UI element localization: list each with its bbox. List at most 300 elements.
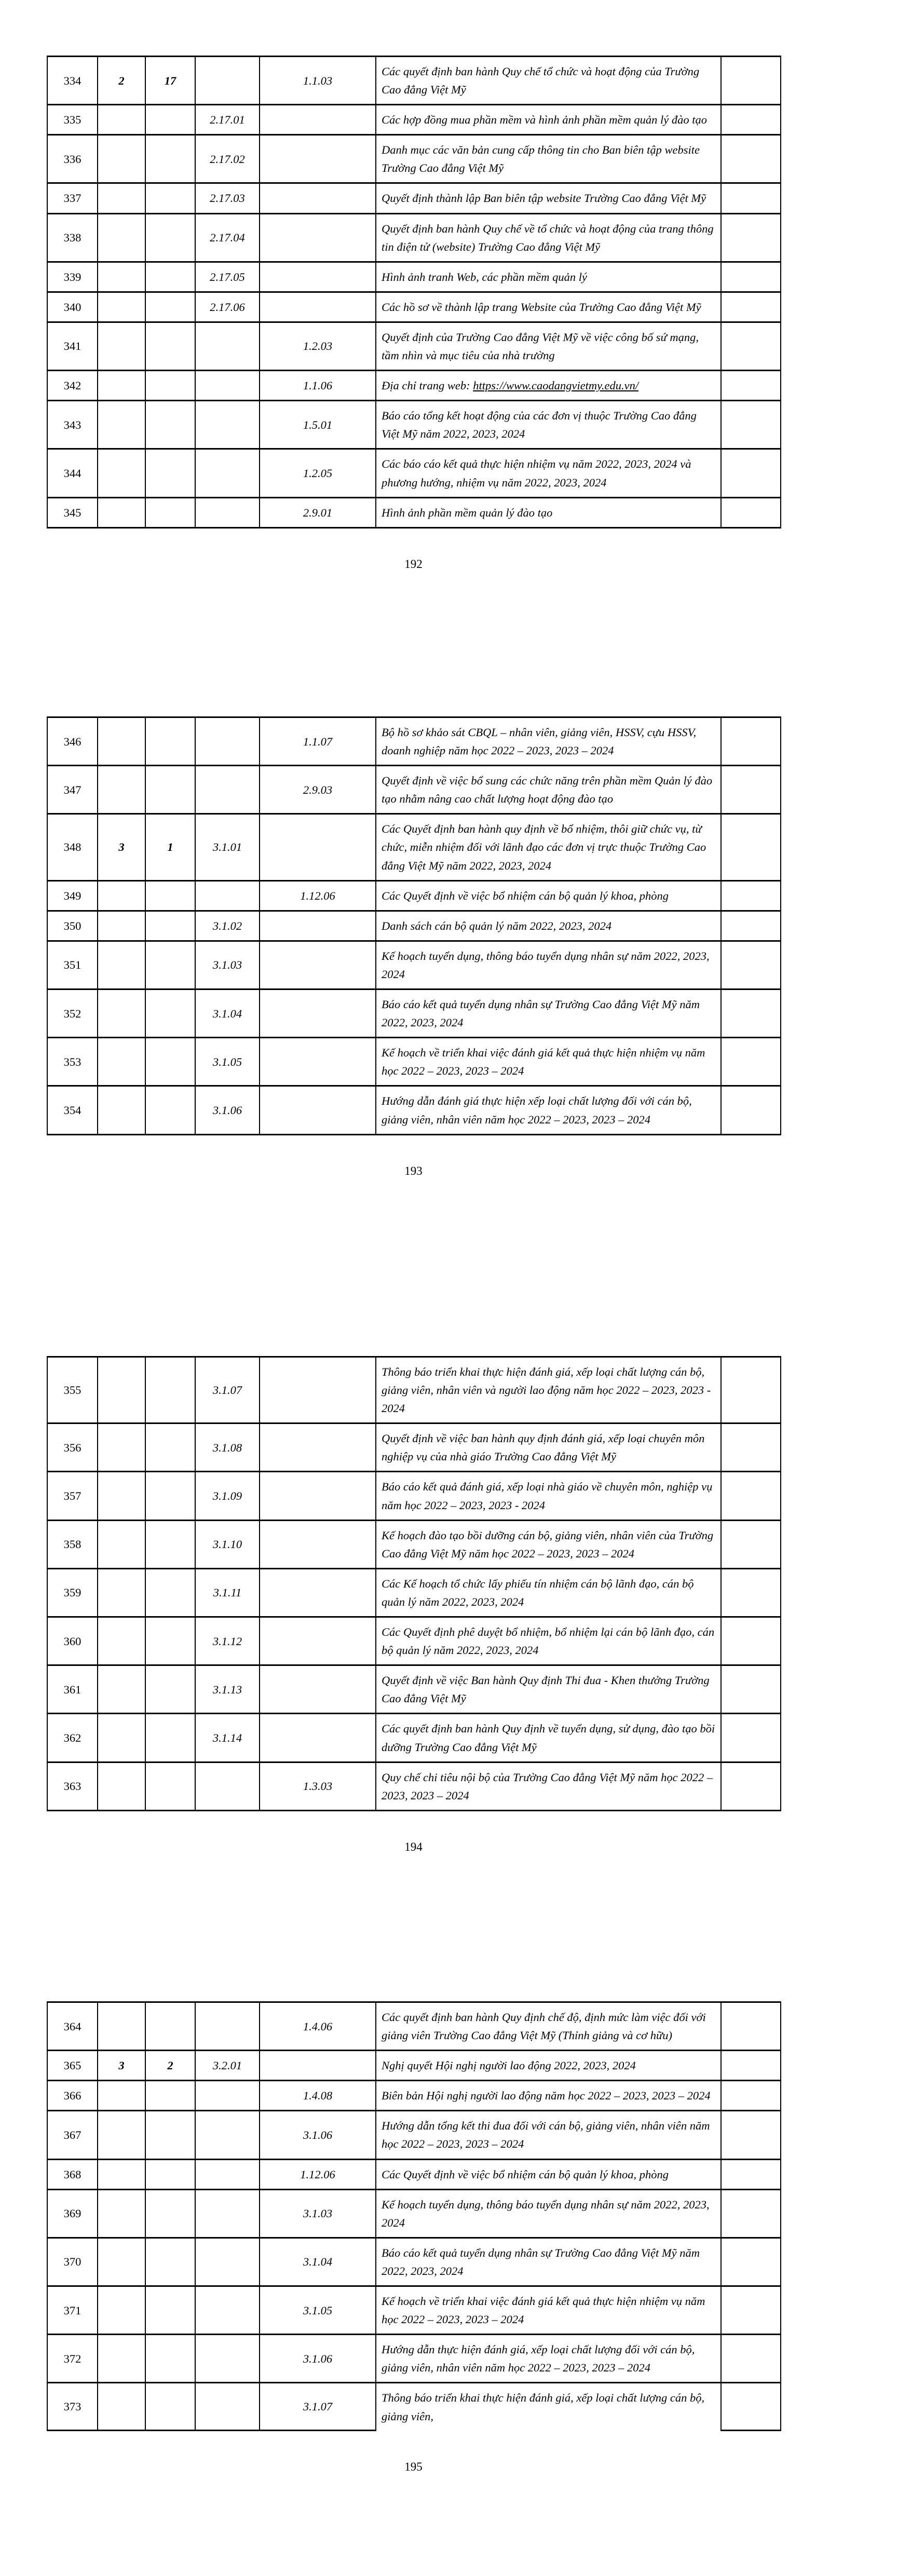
level1-index-cell — [98, 2383, 145, 2431]
description-text: Các quyết định ban hành Quy định về tuyển dụng, sử dụng, đào tạo bồi dưỡng Trường Cao đẳng Việt Mỹ — [382, 1722, 715, 1754]
item-code-cell: 1.2.03 — [260, 322, 376, 370]
row-number-cell: 348 — [47, 814, 98, 880]
table-row — [47, 57, 781, 105]
check-cell — [721, 1714, 781, 1762]
level2-index-cell — [145, 2002, 195, 2051]
description-cell — [376, 717, 721, 766]
row-number-cell: 341 — [47, 322, 98, 370]
description-cell — [376, 1617, 721, 1665]
level1-index-cell — [98, 213, 145, 262]
group-code-cell — [195, 717, 260, 766]
description-text: Biên bản Hội nghị người lao động năm học 2022 – 2023, 2023 – 2024 — [382, 2089, 711, 2103]
check-cell — [721, 1762, 781, 1810]
row-number-cell: 367 — [47, 2111, 98, 2159]
description-text: Quyết định ban hành Quy chế về tổ chức và hoạt động của trang thông tin điện tử (website) Trường Cao đẳng Việt Mỹ — [382, 222, 714, 253]
row-number-cell: 364 — [47, 2002, 98, 2051]
check-cell — [721, 401, 781, 449]
description-text: Bộ hồ sơ khảo sát CBQL – nhân viên, giảng viên, HSSV, cựu HSSV, doanh nghiệp năm học 2022 – 2023, 2023 – 2024 — [382, 726, 697, 757]
description-cell — [376, 2286, 721, 2335]
description-text: Các báo cáo kết quả thực hiện nhiệm vụ năm 2022, 2023, 2024 và phương hướng, nhiệm vụ năm 2022, 2023, 2024 — [382, 457, 691, 489]
description-cell — [376, 135, 721, 183]
item-code-cell — [260, 1357, 376, 1423]
table-row — [47, 1423, 781, 1472]
level2-index-cell — [145, 371, 195, 401]
level2-index-cell — [145, 2111, 195, 2159]
check-cell — [721, 2383, 781, 2431]
description-cell — [376, 105, 721, 135]
page-195 — [47, 2001, 781, 2474]
item-code-cell — [260, 1086, 376, 1134]
page-194 — [47, 1356, 781, 1854]
table-row — [47, 1714, 781, 1762]
level2-index-cell — [145, 989, 195, 1038]
level2-index-cell — [145, 401, 195, 449]
group-code-cell: 3.1.04 — [195, 989, 260, 1038]
description-text: Báo cáo kết quả tuyển dụng nhân sự Trường Cao đẳng Việt Mỹ năm 2022, 2023, 2024 — [382, 998, 700, 1029]
group-code-cell — [195, 2081, 260, 2111]
level2-index-cell — [145, 2286, 195, 2335]
group-code-cell: 2.17.05 — [195, 262, 260, 292]
level2-index-cell — [145, 105, 195, 135]
item-code-cell: 1.4.08 — [260, 2081, 376, 2111]
level1-index-cell — [98, 717, 145, 766]
check-cell — [721, 262, 781, 292]
level1-index-cell — [98, 1762, 145, 1810]
level2-index-cell — [145, 449, 195, 497]
check-cell — [721, 183, 781, 213]
item-code-cell: 1.3.03 — [260, 1762, 376, 1810]
description-text: Hướng dẫn đánh giá thực hiện xếp loại chất lượng đối với cán bộ, giảng viên, nhân viên năm học 2022 – 2023, 2023 – 2024 — [382, 1094, 692, 1126]
item-code-cell: 2.9.01 — [260, 497, 376, 527]
table-row — [47, 183, 781, 213]
level1-index-cell — [98, 497, 145, 527]
description-text: Quyết định về việc Ban hành Quy định Thi đua - Khen thưởng Trường Cao đẳng Việt Mỹ — [382, 1674, 710, 1705]
description-text: Thông báo triển khai thực hiện đánh giá, xếp loại chất lượng cán bộ, giảng viên, nhân viên và người lao động năm học 2022 – 2023, 2023 - 2024 — [382, 1365, 711, 1415]
group-code-cell — [195, 371, 260, 401]
level1-index-cell — [98, 262, 145, 292]
description-cell — [376, 1762, 721, 1810]
description-text: Quyết định của Trường Cao đẳng Việt Mỹ về việc công bố sứ mạng, tầm nhìn và mục tiêu của nhà trường — [382, 330, 699, 362]
level1-index-cell — [98, 1568, 145, 1617]
description-cell — [376, 371, 721, 401]
table-row — [47, 2002, 781, 2051]
check-cell — [721, 1357, 781, 1423]
group-code-cell — [195, 2159, 260, 2189]
group-code-cell: 3.1.06 — [195, 1086, 260, 1134]
level1-index-cell — [98, 2335, 145, 2383]
description-text: Danh mục các văn bản cung cấp thông tin cho Ban biên tập website Trường Cao đẳng Việt Mỹ — [382, 143, 700, 175]
description-cell — [376, 880, 721, 911]
description-cell — [376, 183, 721, 213]
table-row — [47, 262, 781, 292]
item-code-cell — [260, 1038, 376, 1086]
check-cell — [721, 2111, 781, 2159]
level2-index-cell — [145, 1665, 195, 1714]
check-cell — [721, 57, 781, 105]
description-cell — [376, 941, 721, 989]
description-text: Các hồ sơ về thành lập trang Website của Trường Cao đẳng Việt Mỹ — [382, 300, 701, 314]
description-text: Báo cáo kết quả tuyển dụng nhân sự Trường Cao đẳng Việt Mỹ năm 2022, 2023, 2024 — [382, 2246, 700, 2277]
level1-index-cell — [98, 941, 145, 989]
level2-index-cell — [145, 2081, 195, 2111]
level2-index-cell — [145, 911, 195, 941]
group-code-cell — [195, 322, 260, 370]
item-code-cell: 1.1.07 — [260, 717, 376, 766]
item-code-cell — [260, 1568, 376, 1617]
group-code-cell — [195, 2189, 260, 2238]
level1-index-cell: 3 — [98, 2051, 145, 2081]
group-code-cell: 2.17.04 — [195, 213, 260, 262]
level2-index-cell — [145, 717, 195, 766]
description-cell — [376, 292, 721, 322]
row-number-cell: 353 — [47, 1038, 98, 1086]
table-row — [47, 105, 781, 135]
table-row — [47, 2189, 781, 2238]
description-cell — [376, 1714, 721, 1762]
level2-index-cell — [145, 2189, 195, 2238]
level2-index-cell — [145, 1038, 195, 1086]
item-code-cell — [260, 262, 376, 292]
table-row — [47, 449, 781, 497]
table-row — [47, 2286, 781, 2335]
row-number-cell: 334 — [47, 57, 98, 105]
row-number-cell: 370 — [47, 2238, 98, 2286]
table-row — [47, 2051, 781, 2081]
level1-index-cell — [98, 1714, 145, 1762]
group-code-cell — [195, 2335, 260, 2383]
table-row — [47, 1568, 781, 1617]
check-cell — [721, 2081, 781, 2111]
table-row — [47, 371, 781, 401]
check-cell — [721, 766, 781, 814]
page-number: 193 — [404, 1164, 423, 1177]
group-code-cell: 3.2.01 — [195, 2051, 260, 2081]
table-row — [47, 497, 781, 527]
description-cell — [376, 1086, 721, 1134]
row-number-cell: 361 — [47, 1665, 98, 1714]
check-cell — [721, 941, 781, 989]
row-number-cell: 358 — [47, 1520, 98, 1568]
description-text: Quyết định về việc ban hành quy định đánh giá, xếp loại chuyên môn nghiệp vụ của nhà giáo Trường Cao đẳng Việt Mỹ — [382, 1432, 705, 1463]
group-code-cell: 3.1.02 — [195, 911, 260, 941]
description-text: Báo cáo tổng kết hoạt động của các đơn vị thuộc Trường Cao đẳng Việt Mỹ năm 2022, 2023, 2024 — [382, 409, 697, 441]
group-code-cell: 3.1.11 — [195, 1568, 260, 1617]
description-text: Các Quyết định về việc bổ nhiệm cán bộ quản lý khoa, phòng — [382, 2167, 669, 2181]
check-cell — [721, 989, 781, 1038]
table-row — [47, 1762, 781, 1810]
description-cell — [376, 814, 721, 880]
level1-index-cell — [98, 2111, 145, 2159]
description-cell — [376, 1357, 721, 1423]
description-text: Hình ảnh phần mềm quản lý đào tạo — [382, 506, 553, 519]
description-text: Danh sách cán bộ quản lý năm 2022, 2023, 2024 — [382, 919, 612, 932]
check-cell — [721, 1038, 781, 1086]
table-row — [47, 1086, 781, 1134]
item-code-cell: 1.12.06 — [260, 2159, 376, 2189]
description-cell — [376, 262, 721, 292]
row-number-cell: 350 — [47, 911, 98, 941]
item-code-cell: 3.1.07 — [260, 2383, 376, 2431]
description-text: Các Quyết định ban hành quy định về bổ nhiệm, thôi giữ chức vụ, từ chức, miễn nhiệm đối với lãnh đạo các đơn vị trực thuộc Trường Cao đẳng Việt Mỹ năm 2022, 2023, 2024 — [382, 822, 706, 872]
level1-index-cell — [98, 105, 145, 135]
level1-index-cell — [98, 1038, 145, 1086]
level1-index-cell — [98, 989, 145, 1038]
check-cell — [721, 911, 781, 941]
level1-index-cell — [98, 2159, 145, 2189]
description-cell — [376, 766, 721, 814]
description-text: Các hợp đồng mua phần mềm và hình ảnh phần mềm quản lý đào tạo — [382, 113, 707, 127]
group-code-cell — [195, 449, 260, 497]
check-cell — [721, 371, 781, 401]
item-code-cell — [260, 1714, 376, 1762]
description-text: Kế hoạch đào tạo bồi dưỡng cán bộ, giảng viên, nhân viên của Trường Cao đẳng Việt Mỹ năm học 2022 – 2023, 2023 – 2024 — [382, 1528, 714, 1560]
row-number-cell: 365 — [47, 2051, 98, 2081]
check-cell — [721, 105, 781, 135]
item-code-cell: 1.4.06 — [260, 2002, 376, 2051]
group-code-cell: 3.1.10 — [195, 1520, 260, 1568]
row-number-cell: 352 — [47, 989, 98, 1038]
item-code-cell — [260, 814, 376, 880]
page-number: 192 — [404, 557, 423, 571]
level1-index-cell — [98, 1617, 145, 1665]
records-table — [47, 716, 781, 1135]
table-row — [47, 989, 781, 1038]
description-text: Hình ảnh tranh Web, các phần mềm quản lý — [382, 270, 587, 283]
level2-index-cell — [145, 213, 195, 262]
item-code-cell — [260, 1472, 376, 1520]
description-cell — [376, 497, 721, 527]
page-number: 194 — [404, 1840, 423, 1853]
row-number-cell: 355 — [47, 1357, 98, 1423]
group-code-cell — [195, 766, 260, 814]
check-cell — [721, 1568, 781, 1617]
level2-index-cell — [145, 1357, 195, 1423]
row-number-cell: 356 — [47, 1423, 98, 1472]
description-text: Kế hoạch tuyển dụng, thông báo tuyển dụng nhân sự năm 2022, 2023, 2024 — [382, 949, 710, 981]
description-cell — [376, 2159, 721, 2189]
level1-index-cell — [98, 2238, 145, 2286]
item-code-cell — [260, 2051, 376, 2081]
item-code-cell — [260, 183, 376, 213]
group-code-cell — [195, 57, 260, 105]
table-row — [47, 766, 781, 814]
row-number-cell: 343 — [47, 401, 98, 449]
description-cell — [376, 2383, 721, 2431]
description-cell — [376, 1038, 721, 1086]
description-cell — [376, 449, 721, 497]
check-cell — [721, 497, 781, 527]
description-text: Hướng dẫn tổng kết thi đua đối với cán bộ, giảng viên, nhân viên năm học 2022 – 2023, 2023 – 2024 — [382, 2119, 710, 2151]
group-code-cell — [195, 2238, 260, 2286]
row-number-cell: 371 — [47, 2286, 98, 2335]
row-number-cell: 351 — [47, 941, 98, 989]
records-table — [47, 2001, 781, 2431]
page-192 — [47, 56, 781, 571]
group-code-cell — [195, 2111, 260, 2159]
level2-index-cell — [145, 1762, 195, 1810]
description-cell — [376, 2189, 721, 2238]
group-code-cell: 3.1.01 — [195, 814, 260, 880]
level1-index-cell — [98, 292, 145, 322]
check-cell — [721, 1665, 781, 1714]
check-cell — [721, 2238, 781, 2286]
table-row — [47, 2238, 781, 2286]
row-number-cell: 339 — [47, 262, 98, 292]
level1-index-cell — [98, 183, 145, 213]
group-code-cell: 3.1.09 — [195, 1472, 260, 1520]
level2-index-cell — [145, 292, 195, 322]
row-number-cell: 344 — [47, 449, 98, 497]
level1-index-cell — [98, 1472, 145, 1520]
description-cell — [376, 2051, 721, 2081]
table-row — [47, 322, 781, 370]
description-text: Các Quyết định về việc bổ nhiệm cán bộ quản lý khoa, phòng — [382, 889, 669, 902]
row-number-cell: 373 — [47, 2383, 98, 2431]
level1-index-cell: 3 — [98, 814, 145, 880]
item-code-cell: 1.5.01 — [260, 401, 376, 449]
check-cell — [721, 2159, 781, 2189]
group-code-cell: 3.1.05 — [195, 1038, 260, 1086]
row-number-cell: 349 — [47, 880, 98, 911]
row-number-cell: 357 — [47, 1472, 98, 1520]
level1-index-cell — [98, 766, 145, 814]
description-text: Các quyết định ban hành Quy chế tổ chức và hoạt động của Trường Cao đẳng Việt Mỹ — [382, 65, 700, 97]
description-text: Quy chế chi tiêu nội bộ của Trường Cao đẳng Việt Mỹ năm học 2022 – 2023, 2023 – 2024 — [382, 1770, 713, 1802]
page-number: 195 — [404, 2460, 423, 2474]
description-cell — [376, 2335, 721, 2383]
row-number-cell: 342 — [47, 371, 98, 401]
level1-index-cell — [98, 449, 145, 497]
check-cell — [721, 2051, 781, 2081]
description-text: Quyết định thành lập Ban biên tập website Trường Cao đẳng Việt Mỹ — [382, 192, 706, 205]
description-text: Thông báo triển khai thực hiện đánh giá, xếp loại chất lượng cán bộ, giảng viên, — [382, 2391, 705, 2423]
check-cell — [721, 135, 781, 183]
description-text: Các quyết định ban hành Quy định chế độ, định mức làm việc đối với giảng viên Trường Cao đẳng Việt Mỹ (Thỉnh giảng và cơ hữu) — [382, 2011, 706, 2042]
group-code-cell — [195, 2383, 260, 2431]
group-code-cell: 3.1.07 — [195, 1357, 260, 1423]
group-code-cell — [195, 2002, 260, 2051]
level2-index-cell — [145, 1086, 195, 1134]
description-cell — [376, 1520, 721, 1568]
description-text: Nghị quyết Hội nghị người lao động 2022, 2023, 2024 — [382, 2059, 636, 2072]
level2-index-cell — [145, 941, 195, 989]
level1-index-cell — [98, 401, 145, 449]
table-row — [47, 1038, 781, 1086]
website-link[interactable]: https://www.caodangvietmy.edu.vn/ — [473, 379, 639, 392]
table-row — [47, 2081, 781, 2111]
row-number-cell: 340 — [47, 292, 98, 322]
table-row — [47, 1357, 781, 1423]
page-193 — [47, 716, 781, 1178]
description-text: Các Quyết định phê duyệt bổ nhiệm, bổ nhiệm lại cán bộ lãnh đạo, cán bộ quản lý năm 2022, 2023, 2024 — [382, 1625, 715, 1657]
item-code-cell — [260, 213, 376, 262]
description-cell — [376, 2081, 721, 2111]
table-row — [47, 2111, 781, 2159]
group-code-cell — [195, 401, 260, 449]
description-cell — [376, 2111, 721, 2159]
row-number-cell: 359 — [47, 1568, 98, 1617]
table-row — [47, 2159, 781, 2189]
check-cell — [721, 814, 781, 880]
row-number-cell: 335 — [47, 105, 98, 135]
level2-index-cell — [145, 2238, 195, 2286]
row-number-cell: 345 — [47, 497, 98, 527]
table-row — [47, 401, 781, 449]
group-code-cell: 2.17.01 — [195, 105, 260, 135]
table-row — [47, 941, 781, 989]
item-code-cell — [260, 105, 376, 135]
check-cell — [721, 1472, 781, 1520]
check-cell — [721, 322, 781, 370]
level2-index-cell — [145, 135, 195, 183]
row-number-cell: 354 — [47, 1086, 98, 1134]
group-code-cell — [195, 1762, 260, 1810]
level2-index-cell — [145, 2335, 195, 2383]
check-cell — [721, 1617, 781, 1665]
level2-index-cell — [145, 1520, 195, 1568]
level1-index-cell — [98, 911, 145, 941]
item-code-cell — [260, 1520, 376, 1568]
level2-index-cell — [145, 766, 195, 814]
item-code-cell — [260, 1617, 376, 1665]
table-row — [47, 717, 781, 766]
table-row — [47, 292, 781, 322]
group-code-cell: 3.1.13 — [195, 1665, 260, 1714]
group-code-cell: 2.17.03 — [195, 183, 260, 213]
group-code-cell: 3.1.14 — [195, 1714, 260, 1762]
level1-index-cell — [98, 2286, 145, 2335]
table-row — [47, 2335, 781, 2383]
row-number-cell: 338 — [47, 213, 98, 262]
item-code-cell: 1.1.03 — [260, 57, 376, 105]
description-cell — [376, 57, 721, 105]
description-cell — [376, 989, 721, 1038]
item-code-cell: 3.1.05 — [260, 2286, 376, 2335]
row-number-cell: 346 — [47, 717, 98, 766]
check-cell — [721, 1520, 781, 1568]
check-cell — [721, 2286, 781, 2335]
level2-index-cell — [145, 1714, 195, 1762]
level1-index-cell: 2 — [98, 57, 145, 105]
group-code-cell: 3.1.12 — [195, 1617, 260, 1665]
level1-index-cell — [98, 1357, 145, 1423]
level2-index-cell — [145, 2159, 195, 2189]
level2-index-cell — [145, 880, 195, 911]
item-code-cell — [260, 941, 376, 989]
item-code-cell: 1.12.06 — [260, 880, 376, 911]
level1-index-cell — [98, 2081, 145, 2111]
level1-index-cell — [98, 1665, 145, 1714]
table-row — [47, 1472, 781, 1520]
level1-index-cell — [98, 322, 145, 370]
item-code-cell — [260, 135, 376, 183]
level1-index-cell — [98, 1520, 145, 1568]
level2-index-cell — [145, 262, 195, 292]
level2-index-cell — [145, 1617, 195, 1665]
table-row — [47, 911, 781, 941]
level2-index-cell: 2 — [145, 2051, 195, 2081]
row-number-cell: 366 — [47, 2081, 98, 2111]
group-code-cell: 3.1.08 — [195, 1423, 260, 1472]
description-cell — [376, 911, 721, 941]
check-cell — [721, 2335, 781, 2383]
check-cell — [721, 880, 781, 911]
check-cell — [721, 717, 781, 766]
check-cell — [721, 449, 781, 497]
row-number-cell: 363 — [47, 1762, 98, 1810]
group-code-cell: 2.17.06 — [195, 292, 260, 322]
group-code-cell — [195, 497, 260, 527]
